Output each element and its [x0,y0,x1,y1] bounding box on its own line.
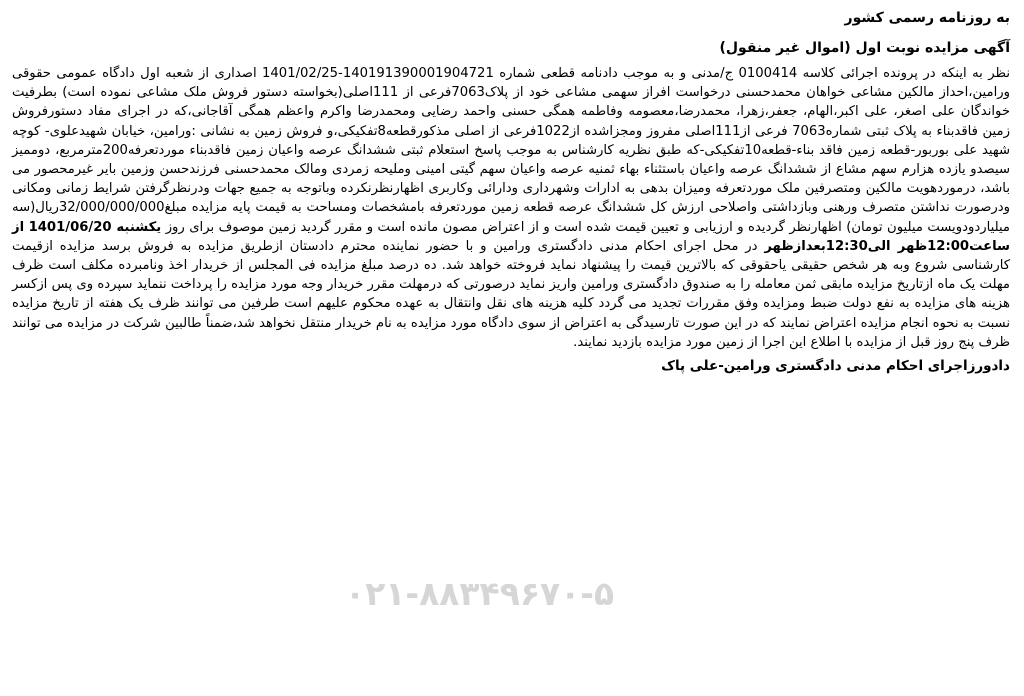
publication-label: به روزنامه رسمی کشور [844,10,1010,26]
ad-body-part-2: از [12,219,25,235]
phone-watermark: ۰۲۱-۸۸۳۴۹۶۷۰-۵ [345,574,615,613]
auction-day-date: یکشنبه 1401/06/20 [28,219,162,235]
ad-title: آگهی مزایده نوبت اول (اموال غیر منقول) [719,40,1010,56]
signature-line: دادورزاجرای احکام مدنی دادگستری ورامین-علی پاک [661,358,1010,374]
ad-body-text [12,64,1010,352]
ad-body-part-3: در محل اجرای احکام مدنی دادگستری ورامین و با حضور نماینده محترم دادستان ازطریق مزایده به فروش برسد مزایده ازقیمت کارشناسی شروع وبه هر شخص حقیقی یاحقوقی که بالاترین قیمت را پیشنهاد نماید فروخته خواهد شد. ده درصد مبلغ مزایده فی المجلس از خریدار اخذ ونامبرده مکلف است ظرف مهلت یک ماه ازتاریخ مزایده مابقی ثمن معامله را به صندوق دادگستری ورامین واریز نماید درصورتی که درمهلت مقرر خریدار وجه مورد مزایده را پرداخت ننماید سپرده وی پس ازکسر هزینه های مزایده به نفع دولت ضبط ومزایده وفق مقررات تجدید می گردد کلیه هزینه های نقل وانتقال به عهده محکوم علیهم است طرفین می توانند ظرف یک هفته از تاریخ مزایده نسبت به نحوه انجام مزایده اعتراض نمایند که در این صورت تارسیدگی به اعتراض از سوی دادگاه مورد مزایده به نام خریدار منتقل نخواهد شد،ضمناً طالبین شرکت در مزایده می توانند ظرف پنج روز قبل از مزایده با اطلاع این اجرا از زمین مورد مزایده بازدید نمایند. [12,238,1010,350]
auction-time-range: ساعت12:00ظهر الی12:30بعدازظهر [764,238,1010,254]
ad-body-part-1: نظر به اینکه در پرونده اجرائی کلاسه 0100414 ج/مدنی و به موجب دادنامه قطعی شماره 140191390001904721-1401/02/25 اصداری از شعبه اول دادگاه عمومی حقوقی ورامین،احداز مالکین مشاعی خواهان محمدحسنی درخواست افراز سهمی مشاعی خود از پلاک7063فرعی از 111اصلی(بخواسته دستور فروش ملک مشاعی نموده است) بطرفیت خواندگان علی اصغر، علی اکبر،الهام، جعفر،زهرا، محمدرضا،معصومه وفاطمه همگی حسنی واحمد رضایی ومحمدرضا واکرم واعظم همگی آقاجانی،که در اجرای مفاد دستورفروش زمین فاقدبناء به پلاک ثبتی شماره7063 فرعی از111اصلی مفروز ومجزاشده از1022فرعی از اصلی مذکورقطعه8تفکیکی،و فروش زمین به نشانی :ورامین، خیابان شهیدعلوی- کوچه شهید علی بوربور-قطعه زمین فاقد بناء-قطعه10تفکیکی-که طبق نظریه کارشناس به موجب پاسخ استعلام ثبتی ششدانگ عرصه واعیان زمین فاقدبناء موردتعرفه200مترمربع، دوممیز سیصدو یازده هزارم سهم مشاع از ششدانگ عرصه واعیان باستثناء بهاء ثمنیه عرصه واعیان سهم گیتی امینی وملیحه زمردی ومالک محمدحسنی فرزندحسن وزمین بایر غیرمحصور می باشد، درموردهویت مالکین ومتصرفین ملک موردتعرفه ومیزان بدهی به ادارات وشهرداری ودارائی وکاربری اظهارنظرنکرده وباتوجه به جمیع جهات ودرنظرگرفتن شرایط زمانی ومکانی ودرصورت نداشتن متصرف ورهنی وبازداشتی واصلاحی ارزش کل ششدانگ عرصه قطعه زمین موردتعرفه بامشخصات ومساحت به قیمت پایه مزایده مبلغ32/000/000/000ریال(سه میلیاردودویست میلیون تومان) اظهارنظر گردیده و ارزیابی و تعیین قیمت شده است و از اعتراض مصون مانده است و مقرر گردید زمین موصوف برای روز [12,66,1011,235]
